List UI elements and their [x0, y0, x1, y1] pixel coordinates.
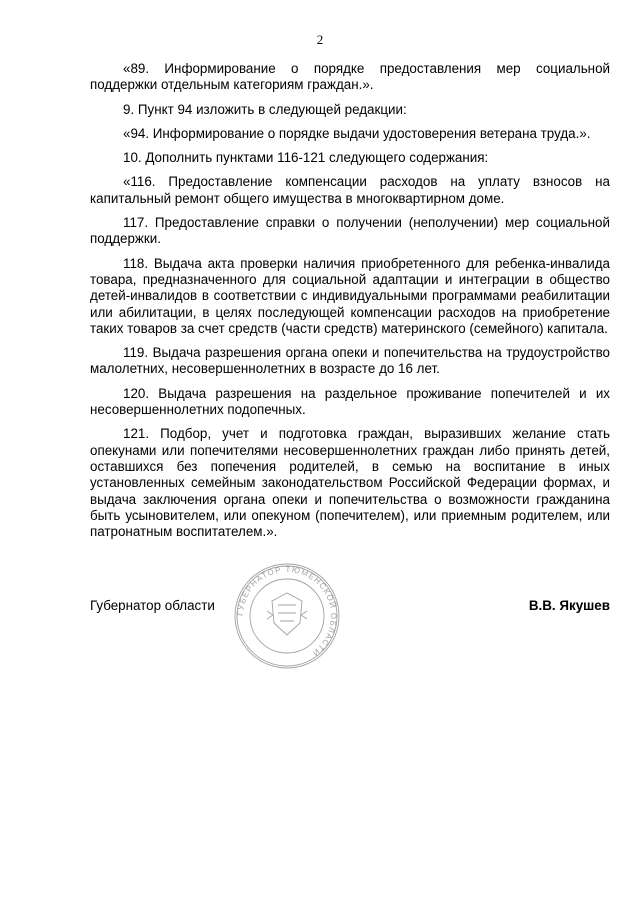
paragraph-120: 120. Выдача разрешения на раздельное проживание попечителей и их несовершеннолетних подопечных.	[90, 385, 610, 418]
paragraph-118: 118. Выдача акта проверки наличия приобретенного для ребенка-инвалида товара, предназначенного для социальной адаптации и интеграции в общество детей-инвалидов в соответствии с индивидуальными программами реабилитации или абилитации, в целях последующей компенсации расходов на приобретение таких товаров за счет средств (части средств) материнского (семейного) капитала.	[90, 255, 610, 336]
paragraph-item-10: 10. Дополнить пунктами 116-121 следующего содержания:	[123, 150, 489, 166]
seal-ring-text: ГУБЕРНАТОР ТЮМЕНСКОЙ ОБЛАСТИ	[235, 564, 339, 659]
paragraph-121: 121. Подбор, учет и подготовка граждан, выразивших желание стать опекунами или попечителями несовершеннолетних граждан либо принять детей, оставшихся без попечения родителей, в семью на воспитание в иных установленных семейным законодательством Российской Федерации формах, и выдача заключения органа опеки и попечительства о возможности гражданина быть усыновителем, или опекуном (попечителем), или приемным родителем, или патронатным воспитателем.».	[90, 426, 610, 540]
paragraph-117: 117. Предоставление справки о получении (неполучении) мер социальной поддержки.	[90, 215, 610, 247]
signature-block	[90, 598, 610, 618]
signatory-position: Губернатор области	[90, 598, 215, 613]
paragraph-item-9: 9. Пункт 94 изложить в следующей редакции:	[123, 101, 407, 117]
paragraph-116: «116. Предоставление компенсации расходов на уплату взносов на капитальный ремонт общего имущества в многоквартирном доме.	[90, 174, 610, 206]
page-number: 2	[316, 32, 324, 47]
paragraph-94: «94. Информирование о порядке выдачи удостоверения ветерана труда.».	[123, 125, 591, 141]
paragraph-119: 119. Выдача разрешения органа опеки и попечительства на трудоустройство малолетних, несовершеннолетних в возрасте до 16 лет.	[90, 345, 610, 377]
document-body	[90, 61, 610, 548]
signatory-name: В.В. Якушев	[528, 598, 610, 613]
paragraph-89: «89. Информирование о порядке предоставления мер социальной поддержки отдельным категориям граждан.».	[90, 61, 610, 93]
